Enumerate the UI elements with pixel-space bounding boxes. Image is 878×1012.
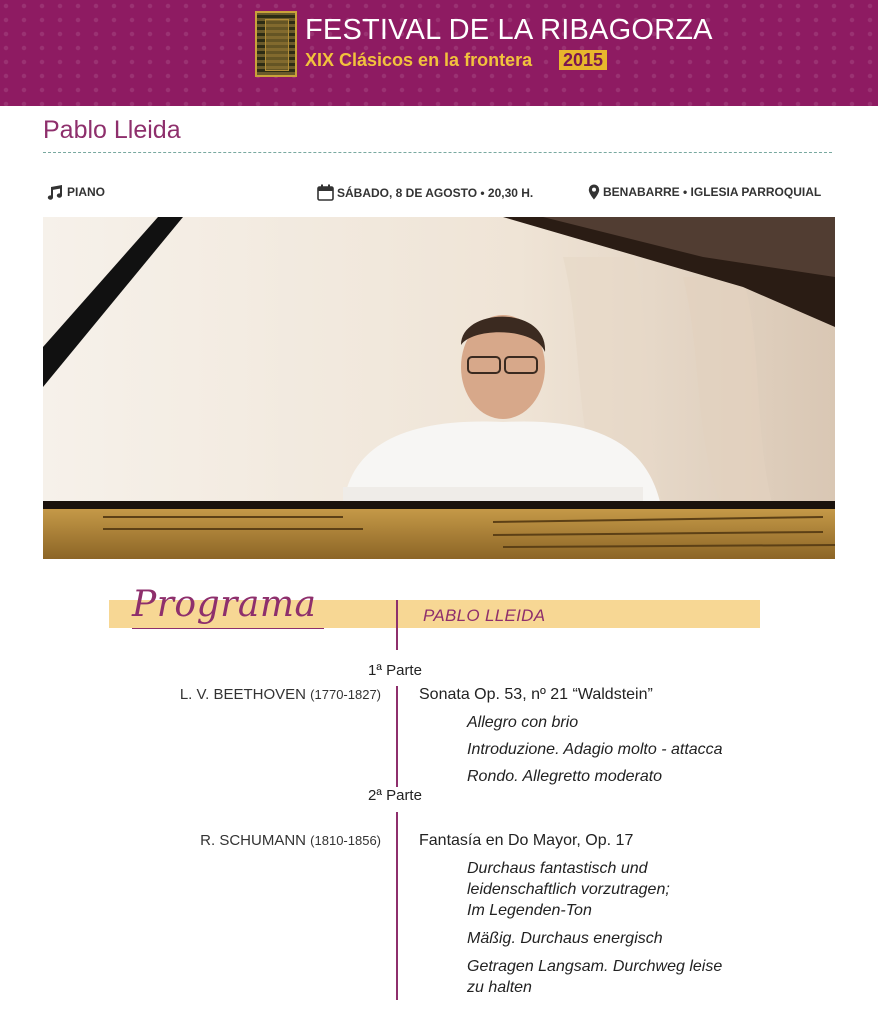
composer-name: L. V. BEETHOVEN — [179, 686, 306, 703]
movement: leidenschaftlich vorzutragen; — [467, 881, 670, 898]
page-title: Pablo Lleida — [43, 116, 181, 144]
meta-instrument-label: PIANO — [67, 185, 106, 199]
movement: Allegro con brio — [467, 714, 579, 731]
work-title: Fantasía en Do Mayor, Op. 17 — [419, 832, 634, 849]
programa-performer: PABLO LLEIDA — [423, 606, 546, 625]
composer-years: (1770-1827) — [310, 687, 381, 702]
programa-divider-part2 — [396, 812, 398, 1000]
movement: Getragen Langsam. Durchweg leise — [467, 958, 723, 975]
movement: Im Legenden-Ton — [467, 902, 592, 919]
programa-heading: Programa — [132, 584, 317, 625]
movement: Rondo. Allegretto moderato — [467, 768, 663, 785]
programa-divider-top — [396, 600, 398, 650]
meta-date — [317, 184, 533, 201]
work-title: Sonata Op. 53, nº 21 “Waldstein” — [419, 686, 653, 703]
composer — [180, 686, 381, 703]
music-note-icon — [46, 184, 64, 200]
composer-name: R. SCHUMANN — [200, 832, 306, 849]
composer-years: (1810-1856) — [310, 833, 381, 848]
composer — [200, 832, 381, 849]
meta-instrument — [46, 184, 105, 200]
festival-year-badge: 2015 — [559, 50, 607, 70]
festival-subtitle: XIX Clásicos en la frontera — [305, 50, 533, 70]
festival-header — [0, 0, 878, 106]
meta-location-label: BENABARRE • IGLESIA PARROQUIAL — [603, 185, 822, 199]
map-pin-icon — [588, 184, 600, 200]
performer-photo — [43, 217, 835, 559]
festival-logo[interactable] — [255, 11, 297, 77]
meta-location — [588, 184, 821, 200]
movement: Mäßig. Durchaus energisch — [467, 930, 663, 947]
movement: Durchaus fantastisch und — [467, 860, 648, 877]
part-label: 1ª Parte — [368, 662, 422, 679]
programa-divider-part1 — [396, 686, 398, 787]
festival-title[interactable]: FESTIVAL DE LA RIBAGORZA — [305, 14, 713, 46]
programa-heading-underline — [132, 628, 324, 629]
meta-date-label: SÁBADO, 8 DE AGOSTO • 20,30 H. — [337, 185, 534, 200]
title-divider — [43, 152, 832, 153]
calendar-icon — [317, 184, 334, 201]
movement: Introduzione. Adagio molto - attacca — [467, 741, 723, 758]
part-label: 2ª Parte — [368, 787, 422, 804]
movement: zu halten — [467, 979, 532, 996]
